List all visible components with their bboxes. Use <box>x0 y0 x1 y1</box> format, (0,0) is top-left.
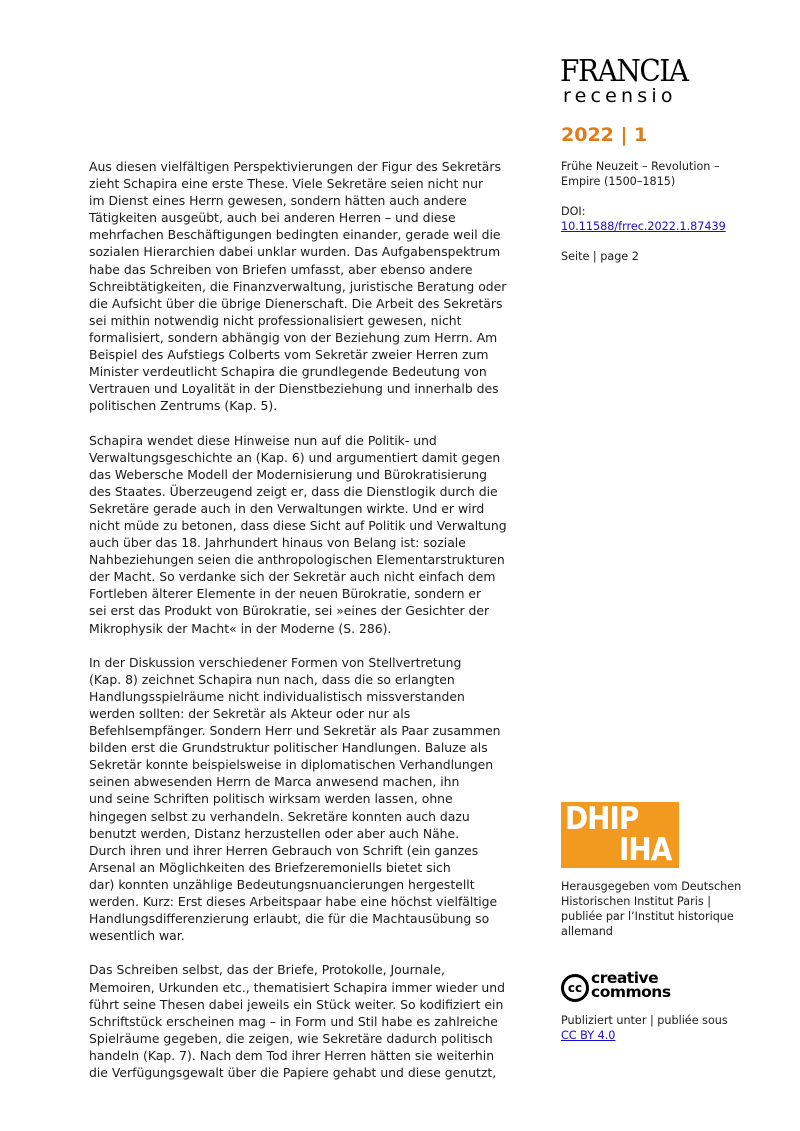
cc-icon: cc <box>561 974 589 1002</box>
page-number: Seite | page 2 <box>561 250 639 263</box>
license-note <box>561 1013 761 1043</box>
issue-number: 2022 | 1 <box>561 124 648 146</box>
institute-logo-line1: DHIP <box>565 801 639 837</box>
creative-commons-logo <box>561 969 691 1002</box>
francia-recensio-logo <box>560 54 720 107</box>
institute-logo-line2: IHA <box>619 832 672 868</box>
paragraph: Schapira wendet diese Hinweise nun auf die Politik- und Verwaltungsgeschichte an (Kap. 6) und argumentiert damit gegen das Webersche Modell der Modernisierung und Bürokratisierung des Staates. Überzeugend zeigt er, dass die Dienstlogik durch die Sekretäre gerade auch in den Verwaltungen wirkte. Und er wird nicht müde zu betonen, dass diese Sicht auf Politik und Verwaltung auch über das 18. Jahrhundert hinaus von Belang ist: soziale Nahbeziehungen seien die anthropologischen Elementarstrukturen der Macht. So verdanke sich der Sekretär auch nicht einfach dem Fortleben älterer Elemente in der neuen Bürokratie, sondern er sei erst das Produkt von Bürokratie, sei »eines der Gesichter der Mikrophysik der Macht« in der Moderne (S. 286). <box>89 432 507 636</box>
doi-label: DOI: <box>561 205 586 218</box>
paragraph: Aus diesen vielfältigen Perspektivierungen der Figur des Sekretärs zieht Schapira eine erste These. Viele Sekretäre seien nicht nur im Dienst eines Herrn gewesen, sondern hätten auch andere Tätigkeiten ausgeübt, auch bei anderen Herren – und diese mehrfachen Beschäftigungen bedingten einander, gerade weil die sozialen Hierarchien dabei unklar wurden. Das Aufgabenspektrum habe das Schreiben von Briefen umfasst, aber ebenso andere Schreibtätigkeiten, die Finanzverwaltung, juristische Beratung oder die Aufsicht über die übrige Dienerschaft. Die Arbeit des Sekretärs sei mithin notwendig nicht professionalisiert gewesen, nicht formalisiert, sondern abhängig von der Beziehung zum Herrn. Am Beispiel des Aufstiegs Colberts vom Sekretär zweier Herren zum Minister verdeutlicht Schapira die grundlegende Bedeutung von Vertrauen und Loyalität in der Dienstbeziehung und innerhalb des politischen Zentrums (Kap. 5). <box>89 159 507 414</box>
paragraph: Das Schreiben selbst, das der Briefe, Protokolle, Journale, Memoiren, Urkunden etc., thematisiert Schapira immer wieder und führt seine Thesen dabei jeweils ein Stück weiter. So kodifiziert ein Schriftstück erscheinen mag – in Form und Stil habe es zahlreiche Spielräume gegeben, die zeigen, wie Sekretäre dadurch politisch handeln (Kap. 7). Nach dem Tod ihrer Herren hätten sie weiterhin die Verfügungsgewalt über die Papiere gehabt und diese genutzt, <box>89 962 505 1080</box>
dhip-iha-logo <box>561 802 679 868</box>
cc-word2: commons <box>591 983 671 1001</box>
section-label: Frühe Neuzeit – Revolution – Empire (1500–1815) <box>561 160 720 188</box>
article-body <box>89 158 525 1098</box>
logo-title: FRANCIA <box>560 54 688 89</box>
paragraph: In der Diskussion verschiedener Formen von Stellvertretung (Kap. 8) zeichnet Schapira nun nach, dass die so erlangten Handlungsspielräume nicht individualistisch missverstanden werden sollten: der Sekretär als Akteur oder nur als Befehlsempfänger. Sondern Herr und Sekretär als Paar zusammen bilden erst die Grundstruktur politischer Handlungen. Baluze als Sekretär konnte beispielsweise in diplomatischen Verhandlungen seinen abwesenden Herrn de Marca anwesend machen, ihn und seine Schriften politisch wirksam werden lassen, ohne hingegen selbst zu verhandeln. Sekretäre konnten auch dazu benutzt werden, Distanz herzustellen oder aber auch Nähe. Durch ihren und ihrer Herren Gebrauch von Schrift (ein ganzes Arsenal an Möglichkeiten des Briefzeremoniells bietet sich dar) konnten unzählige Bedeutungsnuancierungen hergestellt werden. Kurz: Erst dieses Arbeitspaar habe eine höchst vielfältige Handlungsdifferenzierung erlaubt, die für die Machtausübung so wesentlich war. <box>89 654 501 944</box>
license-text: Publiziert unter | publiée sous <box>561 1014 728 1027</box>
doi-block <box>561 204 761 234</box>
doi-link[interactable]: 10.11588/frrec.2022.1.87439 <box>561 220 726 233</box>
logo-subtitle: recensio <box>563 85 677 107</box>
publisher-note: Herausgegeben vom Deutschen Historischen Institut Paris | publiée par l’Institut historique allemand <box>561 880 742 938</box>
license-link[interactable]: CC BY 4.0 <box>561 1029 616 1042</box>
cc-word1: creative <box>591 969 659 987</box>
sidebar <box>561 123 761 279</box>
